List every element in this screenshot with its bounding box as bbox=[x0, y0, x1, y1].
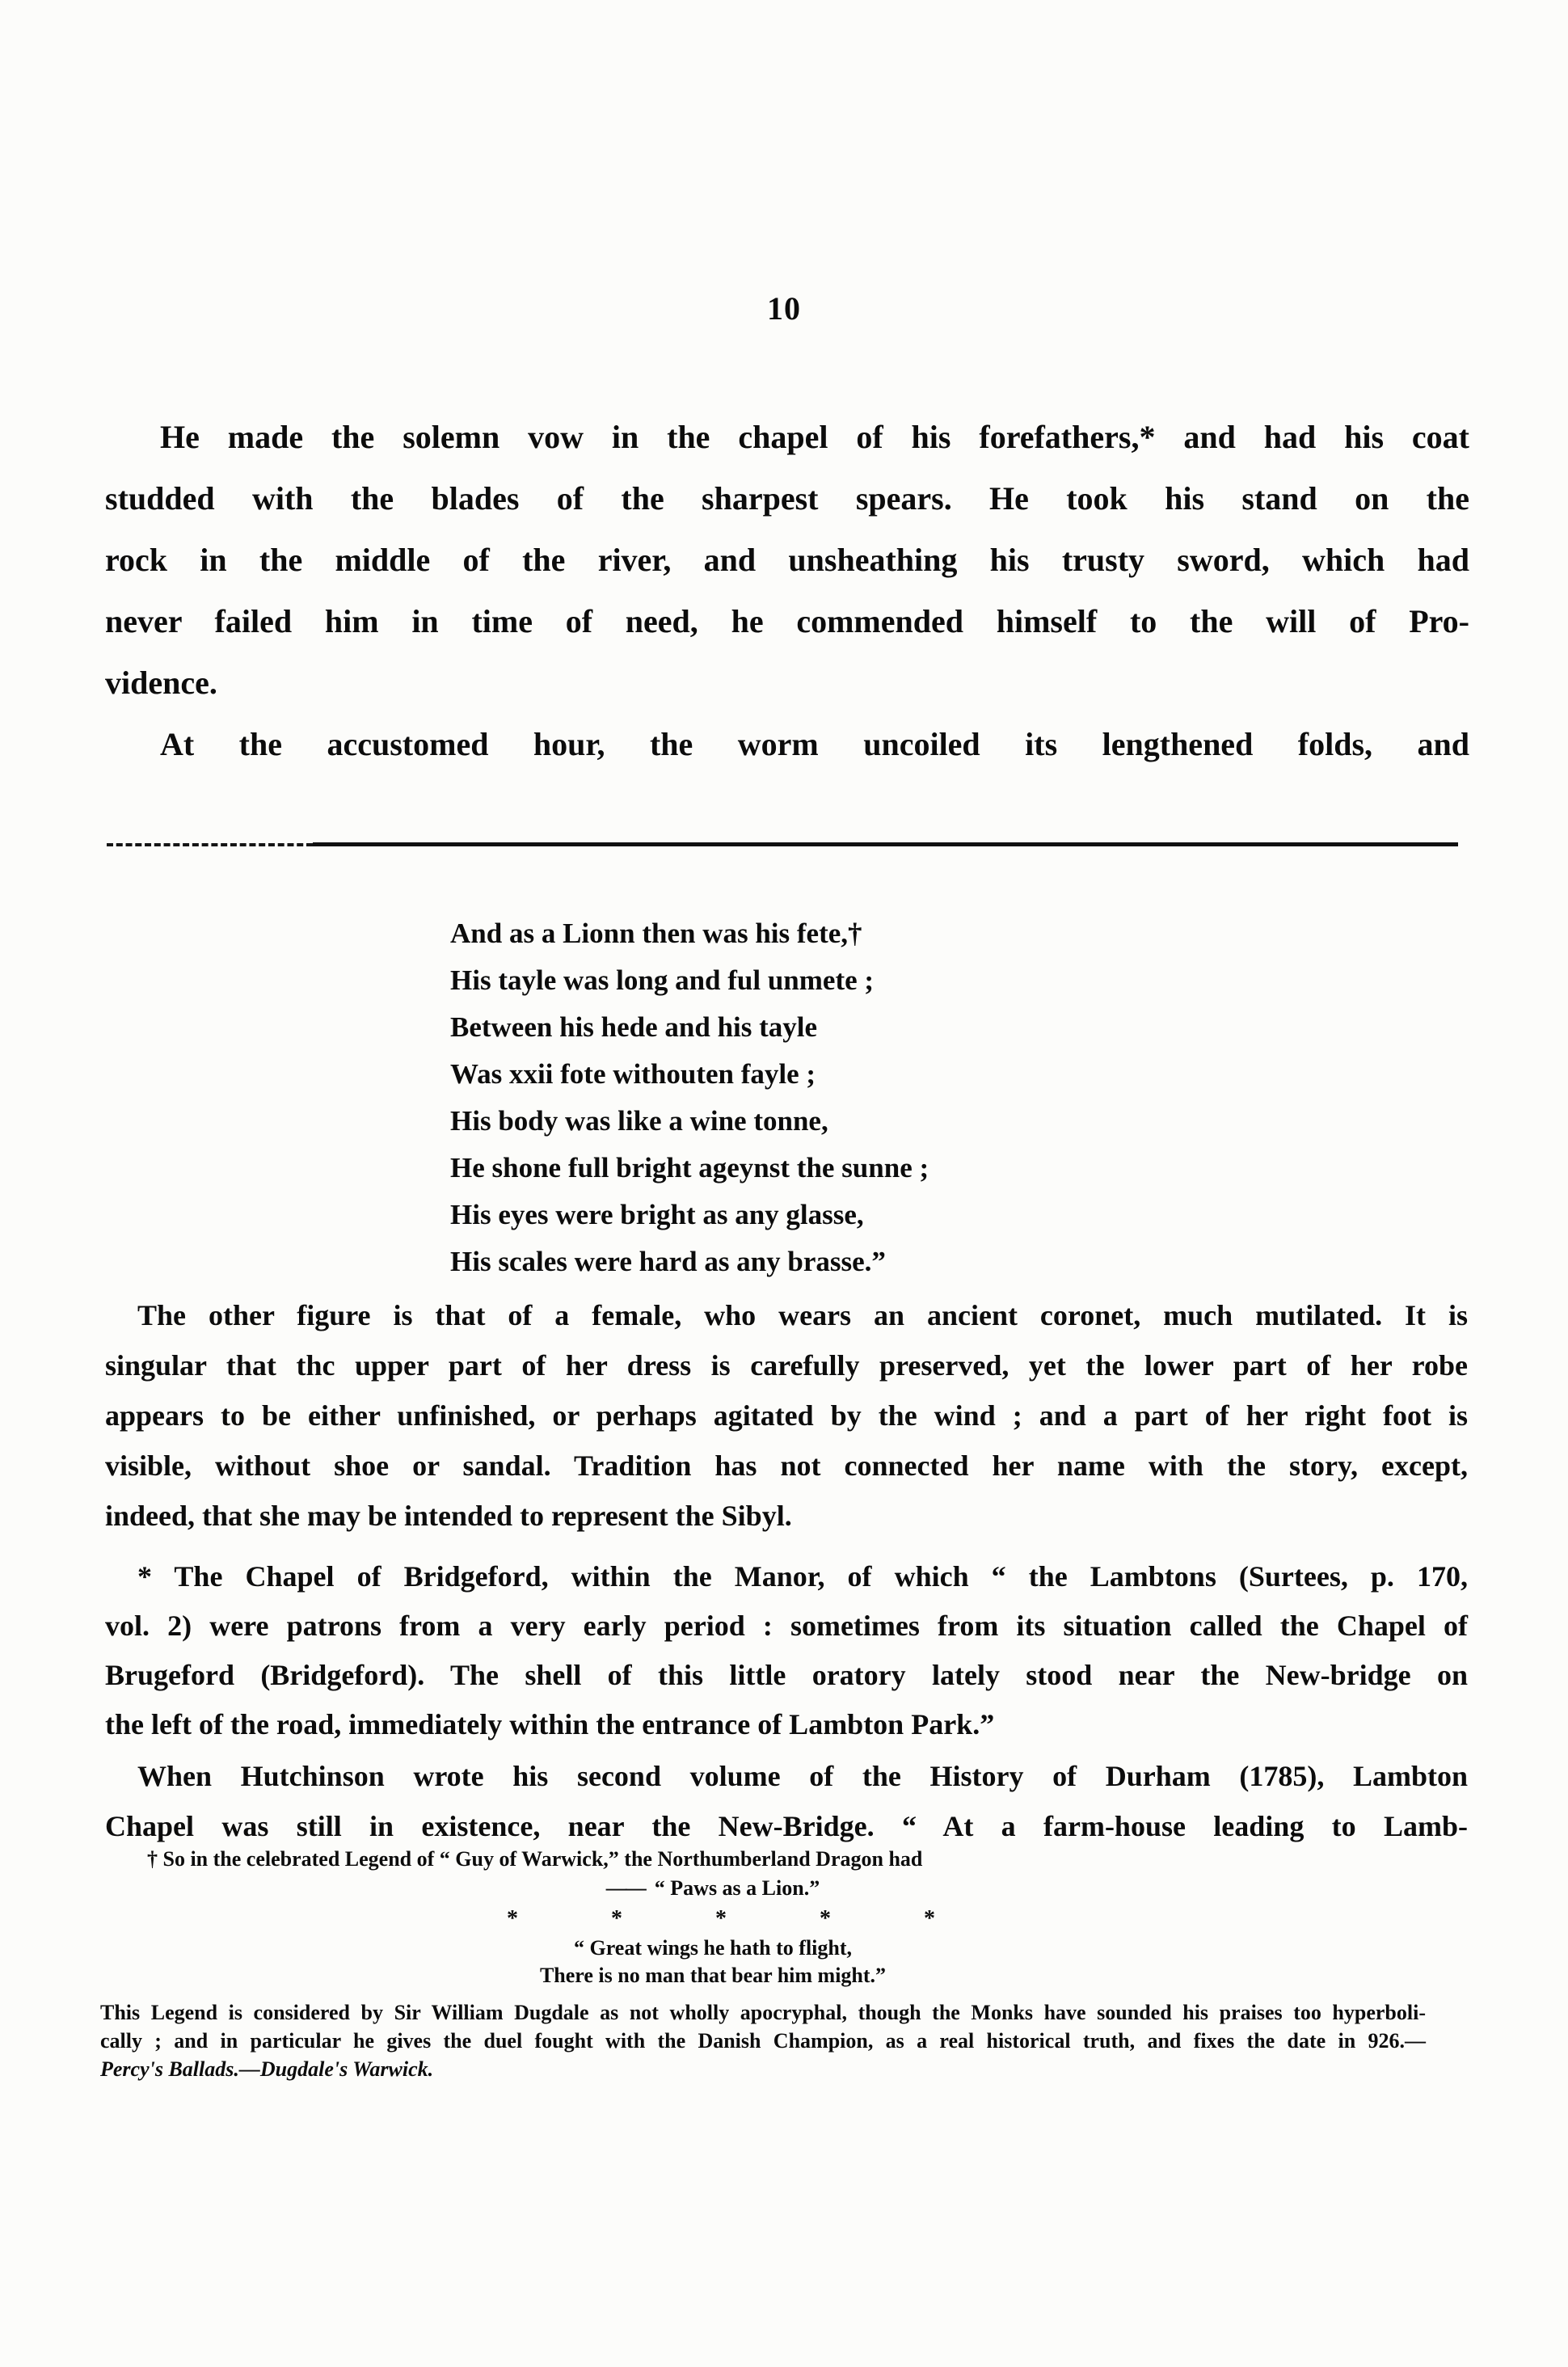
body-section-1 bbox=[105, 407, 1469, 775]
footnote-line: Brugeford (Bridgeford). The shell of this little oratory lately stood near the New-bridge on bbox=[105, 1659, 1468, 1691]
body-line: studded with the blades of the sharpest spears. He took his stand on the bbox=[105, 480, 1469, 517]
body-line: singular that thc upper part of her dress is carefully preserved, yet the lower part of her robe bbox=[105, 1349, 1468, 1382]
body-line: Chapel was still in existence, near the New-Bridge. “ At a farm-house leading to Lamb- bbox=[105, 1810, 1468, 1842]
body-line: The other figure is that of a female, who wears an ancient coronet, much mutilated. It is bbox=[137, 1299, 1468, 1331]
paragraph-2 bbox=[105, 714, 1469, 775]
body-line: When Hutchinson wrote his second volume of the History of Durham (1785), Lambton bbox=[137, 1760, 1468, 1792]
body-line: indeed, that she may be intended to represent the Sibyl. bbox=[105, 1500, 792, 1532]
body-line: He made the solemn vow in the chapel of his forefathers,* and had his coat bbox=[160, 419, 1469, 455]
footnote-dagger-line: † So in the celebrated Legend of “ Guy of Warwick,” the Northumberland Dragon had bbox=[147, 1847, 923, 1871]
verse-block bbox=[450, 910, 929, 1285]
verse-line: He shone full bright ageynst the sunne ; bbox=[450, 1152, 929, 1184]
verse-line: Was xxii fote withouten fayle ; bbox=[450, 1058, 816, 1090]
body-line: never failed him in time of need, he commended himself to the will of Pro- bbox=[105, 603, 1469, 639]
footnote-line: vol. 2) were patrons from a very early period : sometimes from its situation called the Chapel of bbox=[105, 1610, 1468, 1642]
body-line: visible, without shoe or sandal. Tradition has not connected her name with the story, except, bbox=[105, 1449, 1468, 1482]
asterisk-glyph: * bbox=[820, 1906, 831, 1931]
body-line: vidence. bbox=[105, 665, 217, 701]
footnote-verse-line: There is no man that bear him might.” bbox=[539, 1964, 887, 1987]
verse-line: His tayle was long and ful unmete ; bbox=[450, 964, 875, 996]
footnote-line: * The Chapel of Bridgeford, within the Manor, of which “ the Lambtons (Surtees, p. 170, bbox=[137, 1560, 1468, 1593]
asterisk-glyph: * bbox=[611, 1906, 622, 1931]
asterisk-glyph: * bbox=[715, 1906, 727, 1931]
footnote-citation-line: Percy's Ballads.—Dugdale's Warwick. bbox=[100, 2057, 434, 2081]
verse-line: Between his hede and his tayle bbox=[450, 1011, 818, 1043]
body-line: At the accustomed hour, the worm uncoiled its lengthened folds, and bbox=[160, 726, 1469, 762]
footnote-line: the left of the road, immediately within the entrance of Lambton Park.” bbox=[105, 1708, 995, 1740]
paws-quote: “ Paws as a Lion.” bbox=[654, 1876, 820, 1900]
body-line: appears to be either unfinished, or perhaps agitated by the wind ; and a part of her right foot is bbox=[105, 1399, 1468, 1432]
asterisk-glyph: * bbox=[924, 1906, 935, 1931]
paragraph-3 bbox=[105, 1290, 1468, 1541]
page-number: 10 bbox=[767, 290, 801, 327]
paragraph-4 bbox=[105, 1751, 1468, 1851]
footnote-dagger-block bbox=[147, 1846, 1295, 1989]
asterisk-separator-row bbox=[507, 1905, 935, 1933]
section-divider-rule bbox=[107, 842, 1458, 846]
verse-line: His scales were hard as any brasse.” bbox=[450, 1246, 886, 1277]
footnote-verse-line: “ Great wings he hath to flight, bbox=[573, 1936, 853, 1960]
body-line: rock in the middle of the river, and unsheathing his trusty sword, which had bbox=[105, 542, 1469, 578]
verse-line: His body was like a wine tonne, bbox=[450, 1105, 828, 1137]
verse-line: His eyes were bright as any glasse, bbox=[450, 1199, 864, 1230]
footnote-line: This Legend is considered by Sir William Dugdale as not wholly apocryphal, though the Monks have sounded his praises too hyperboli- bbox=[100, 2001, 1426, 2024]
footnote-line: cally ; and in particular he gives the duel fought with the Danish Champion, as a real historical truth, and fixes the date in 926.— bbox=[100, 2029, 1426, 2053]
footnote-star-paragraph bbox=[105, 1552, 1468, 1749]
footnote-paws-line bbox=[147, 1875, 1279, 1902]
paragraph-1 bbox=[105, 407, 1469, 714]
rule-solid-segment bbox=[313, 842, 1458, 846]
rule-dashed-segment bbox=[107, 843, 313, 846]
verse-line: And as a Lionn then was his fete,† bbox=[450, 918, 862, 949]
footnote-legend-paragraph bbox=[100, 1998, 1426, 2083]
asterisk-glyph: * bbox=[507, 1906, 518, 1931]
em-dash: —— bbox=[605, 1876, 645, 1900]
